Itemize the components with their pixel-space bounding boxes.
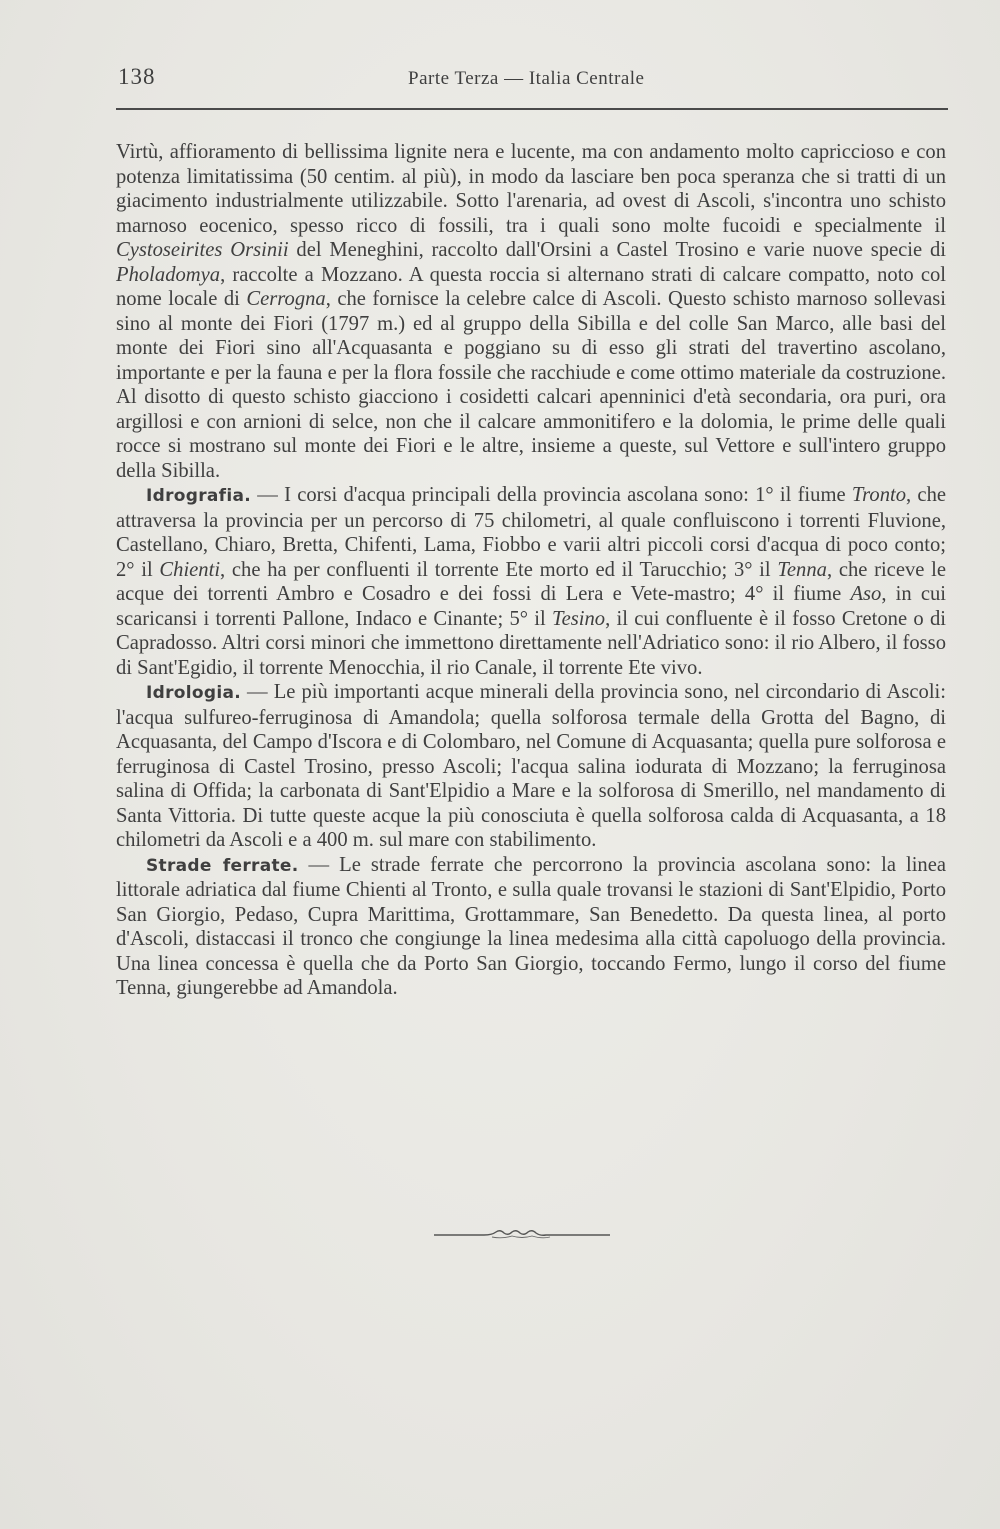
text-run: , che fornisce la celebre calce di Ascoli. Questo schisto marnoso sollevasi sino al monte dei Fiori (1797 m.) ed al gruppo della Sibilla e del colle San Marco, alle basi del monte dei Fiori sino all'Acquasanta e poggiano su di esso gli strati del travertino ascolano, importante e per la fauna e per la flora fossile che racchiude e come ottimo materiale da costruzione. Al disotto di questo schisto giacciono i cosidetti calcari apenninici d'età secondaria, ora puri, ora argillosi e con arnioni di selce, non che il calcare ammonitifero e la dolomia, le prime delle quali rocce si mostrano sul monte dei Fiori e le altre, insieme a queste, sul Vettore e sull'intero gruppo della Sibilla. xyxy=(116,288,946,482)
genus-name: Pholadomya xyxy=(116,263,221,286)
header-rule xyxy=(116,108,948,110)
end-ornament xyxy=(432,1224,612,1244)
text-run: Virtù, affioramento di bellissima lignite nera e lucente, ma con andamento molto capriccioso e con potenza limitatissima (50 centim. al più), in modo da lasciare ben poca speranza che si tratti di un giacimento industrialmente utilizzabile. Sotto l'arenaria, ad ovest di Ascoli, s'incontra uno schisto marnoso eocenico, spesso ricco di fossili, tra i quali sono molte fucoidi e specialmente il xyxy=(116,141,946,237)
paragraph-idrografia xyxy=(116,483,946,680)
page-number: 138 xyxy=(118,64,156,89)
river-name: Aso xyxy=(850,583,882,605)
local-name: Cerrogna xyxy=(246,288,326,310)
text-run: — I corsi d'acqua principali della provincia ascolana sono: 1° il fiume xyxy=(251,484,852,506)
species-name: Cystoseirites Orsinii xyxy=(116,239,289,261)
text-run: del Meneghini, raccolto dall'Orsini a Castel Trosino e varie nuove specie di xyxy=(288,239,946,261)
text-run: , che ha per confluenti il torrente Ete morto ed il Tarucchio; 3° il xyxy=(220,558,778,581)
page-header xyxy=(118,64,948,98)
text-run: , che riceve le acque dei torrenti Ambro e Cosadro e dei fossi di Lera e Vete-mastro; 4° il fiume xyxy=(116,558,946,605)
river-name: Tronto xyxy=(851,484,907,506)
section-title-idrologia: Idrologia. xyxy=(146,683,241,703)
running-title: Parte Terza — Italia Centrale xyxy=(408,68,645,89)
text-run: , il cui confluente è il fosso Cretone o di Capradosso. Altri corsi minori che immettono direttamente nell'Adriatico sono: il rio Albero, il fosso di Sant'Egidio, il torrente Menocchia, il rio Canale, il torrente Ete vivo. xyxy=(116,607,946,679)
river-name: Chienti xyxy=(159,558,221,581)
text-run: , in cui scaricansi i torrenti Pallone, Indaco e Cinante; 5° il xyxy=(116,583,946,630)
text-run: , che attraversa la provincia per un percorso di 75 chilometri, al quale confluiscono i torrenti Fluvione, Castellano, Chiaro, Bretta, Chifenti, Lama, Fiobbo e varii altri piccoli corsi d'acqua di poco conto; 2° il xyxy=(116,484,947,581)
text-run: — Le più importanti acque minerali della provincia sono, nel circondario di Ascoli: l'acqua sulfureo-ferruginosa di Amandola; quella solforosa termale della Grotta del Bagno, di Acquasanta, del Campo d'Iscora e di Colombaro, nel Comune di Acquasanta; quella pure solforosa e ferruginosa di Castel Trosino, presso Ascoli; l'acqua salina iodurata di Mozzano; la ferruginosa salina di Offida; la carbonata di Sant'Elpidio a Mare e la solforosa di Smerillo, nel mandamento di Santa Vittoria. Di tutte queste acque la più conosciuta è quella solforosa calda di Acquasanta, a 18 chilometri da Ascoli e a 400 m. sul mare con stabilimento. xyxy=(116,681,946,851)
text-run: — Le strade ferrate che percorrono la provincia ascolana sono: la linea littorale adriatica dal fiume Chienti al Tronto, e sulla quale trovansi le stazioni di Sant'Elpidio, Porto San Giorgio, Pedaso, Cupra Marittima, Grottammare, San Benedetto. Da questa linea, al porto d'Ascoli, distaccasi il tronco che congiunge la linea medesima alla città capoluogo della provincia. Una linea concessa è quella che da Porto San Giorgio, toccando Fermo, lungo il corso del fiume Tenna, giungerebbe ad Amandola. xyxy=(116,853,947,999)
text-run: , raccolte a Mozzano. A questa roccia si alternano strati di calcare compatto, noto col nome locale di xyxy=(116,263,946,310)
section-title-strade-ferrate: Strade ferrate. xyxy=(146,855,299,876)
paragraph-strade-ferrate xyxy=(116,853,946,1001)
paragraph-idrologia xyxy=(116,680,946,853)
section-title-idrografia: Idrografia. xyxy=(146,486,252,506)
paragraph-geology xyxy=(116,140,946,483)
river-name: Tesino xyxy=(552,607,606,630)
river-name: Tenna xyxy=(777,558,827,581)
body-text xyxy=(116,140,946,1001)
